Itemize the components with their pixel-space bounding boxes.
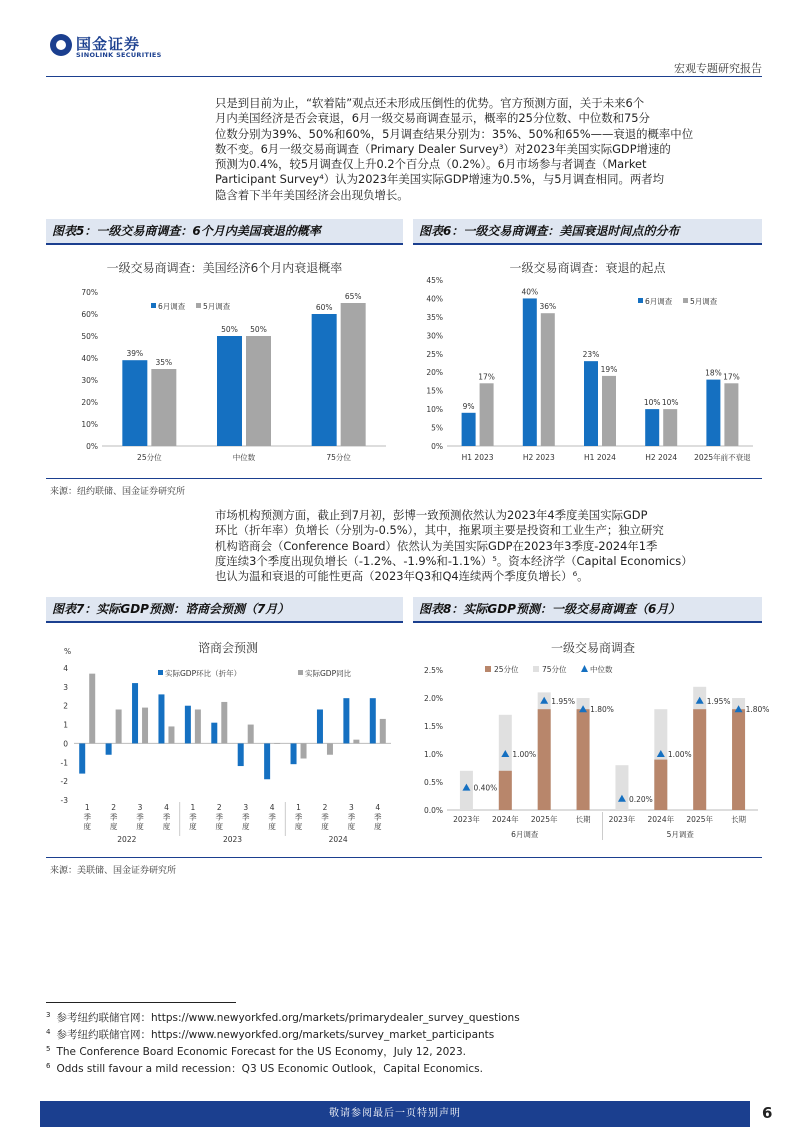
figure-7-title: 图表7：实际GDP预测：谘商会预测（7月） [46,597,403,621]
group-label: 2024 [328,835,348,844]
y-tick-label: 40% [81,354,98,363]
data-label: 1.80% [745,705,770,715]
x-tick-label: 75分位 [326,453,351,462]
bar [142,708,148,744]
x-tick-label: 2 季度 [109,803,118,831]
data-label: 0.20% [628,794,653,804]
group-label: 6月调查 [511,830,539,839]
y-tick-label: 1 [63,720,68,730]
y-tick-label: -3 [60,796,68,805]
y-tick-label: 2.5% [423,666,443,675]
bar [317,709,323,743]
bar [246,336,271,446]
x-tick-label: H2 2024 [645,453,678,462]
x-tick-label: 4 季度 [162,803,171,831]
bar [541,313,555,446]
bar [341,303,366,446]
bar [185,706,191,744]
footnote-text: The Conference Board Economic Forecast for the US Economy，July 12, 2023. [56,1046,467,1058]
legend-swatch [485,666,491,672]
x-tick-label: 中位数 [232,453,256,462]
group-label: 2023 [222,835,243,844]
data-label: 1.00% [512,750,537,759]
bar [291,743,297,764]
bar [724,383,738,446]
bar [221,702,227,743]
data-label: 10% [661,398,679,408]
bar-25th [499,771,512,810]
bar-75th [615,765,628,810]
header-divider [46,76,762,77]
x-tick-label: 长期 [731,815,747,824]
y-tick-label: 25% [426,349,443,359]
data-label: 36% [539,302,557,312]
data-label: 23% [582,350,600,360]
y-tick-label: 0% [431,442,443,451]
source-note-2: 来源：美联储、国金证券研究所 [50,866,177,876]
data-label: 19% [600,364,618,374]
bar [343,698,349,743]
bar [264,743,270,779]
paragraph-line: 预测为0.4%，较5月调查仅上升0.2个百分点（0.2%）。6月市场参与者调查（Market [215,157,647,172]
footnote-6 [46,1061,483,1076]
x-tick-label: 25分位 [137,453,162,462]
x-tick-label: 3 季度 [241,803,250,831]
y-tick-label: -1 [60,758,68,768]
x-tick-label: 1 季度 [189,803,197,831]
x-tick-label: H2 2023 [522,453,555,462]
paragraph-line: 市场机构预测方面，截止到7月初，彭博一致预测依然认为2023年4季度美国实际GDP [215,508,648,522]
bar [645,409,659,446]
logo-subtext: SINOLINK SECURITIES [76,51,162,59]
bar [523,298,537,446]
paragraph-line: Participant Survey⁴）认为2023年美国实际GDP增速为0.5%，与5月调查相同。两者均 [215,172,665,187]
x-tick-label: 2024年 [492,815,519,824]
y-tick-label: 20% [81,398,98,407]
bar [274,743,280,744]
bar [238,743,244,766]
figure-6-title: 图表6：一级交易商调查：美国衰退时间点的分布 [413,219,762,243]
x-tick-label: 2023年 [608,815,636,824]
bar [168,726,174,743]
bar [89,674,95,744]
bar [301,743,307,758]
legend-label: 25分位 [494,665,519,674]
bar [195,709,201,743]
x-tick-label: 3 季度 [347,803,356,831]
bar [312,314,337,446]
logo-text: 国金证券 [76,35,141,53]
x-tick-label: 2025年前不衰退 [694,453,751,462]
data-label: 17% [723,372,740,382]
bar [327,743,333,754]
bar [370,698,376,743]
y-tick-label: 30% [81,376,98,385]
data-label: 60% [315,303,333,312]
chart-fig7 [46,630,403,852]
group-label: 5月调查 [666,830,694,839]
legend-label: 5月调查 [690,297,718,306]
footnote-number: 5 [46,1044,51,1053]
bar [217,336,242,446]
paragraph-line: 只是到目前为止，“软着陆”观点还未形成压倒性的优势。官方预测方面，关于未来6个 [215,96,645,110]
x-tick-label: 4 季度 [268,803,276,831]
paragraph-2 [215,508,763,584]
data-label: 39% [126,349,144,359]
paragraph-line: 机构谘商会（Conference Board）依然认为美国实际GDP在2023年3季度-2024年1季 [215,538,658,553]
y-tick-label: 60% [81,310,98,319]
report-type: 宏观专题研究报告 [674,62,762,75]
footnote-text: 参考纽约联储官网：https://www.newyorkfed.org/markets/primarydealer_survey_questions [56,1012,520,1024]
y-tick-label: 0 [63,739,68,749]
chart-title: 一级交易商调查：衰退的起点 [509,261,666,275]
logo-icon [50,34,72,56]
bar [380,719,386,744]
paragraph-line: 数不变。6月一级交易商调查（Primary Dealer Survey³）对2023年美国实际GDP增速的 [215,141,671,156]
x-tick-label: 2024年 [647,815,675,824]
legend-label: 75分位 [542,665,567,674]
legend-label: 实际GDP环比（折年） [165,669,242,678]
chart-fig8 [413,630,770,852]
y-tick-label: 0.5% [423,778,443,787]
x-tick-label: 1 季度 [294,803,303,831]
y-tick-label: 1.5% [423,722,443,731]
legend-swatch [298,670,303,675]
x-tick-label: 2025年 [686,815,713,824]
figure-5-rule [46,243,403,245]
y-tick-label: 1.0% [423,750,443,759]
bar [106,743,112,754]
legend-swatch [196,303,201,308]
chart-fig5 [46,252,403,468]
legend-swatch [638,298,643,303]
footnote-3 [46,1010,520,1025]
group-label: 2022 [117,835,137,844]
bar [602,376,616,446]
figure-8-title: 图表8：实际GDP预测：一级交易商调查（6月） [413,597,762,621]
y-tick-label: 10% [426,405,443,415]
bar-25th [693,709,706,810]
data-label: 1.95% [551,696,576,706]
legend-swatch [581,665,588,672]
data-label: 40% [521,287,539,297]
figure-7-rule [46,621,403,623]
footnote-number: 6 [46,1061,51,1070]
data-label: 50% [221,325,238,334]
source-divider [46,857,762,858]
chart-title: 谘商会预测 [197,641,259,655]
bar [151,369,176,446]
paragraph-line: 位数分别为39%、50%和60%，5月调查结果分别为：35%、50%和65%——衰退的概率中位 [215,126,694,141]
chart-title: 一级交易商调查：美国经济6个月内衰退概率 [106,261,343,275]
y-tick-label: -2 [60,777,68,787]
figure-8-rule [413,621,762,623]
legend-swatch [151,303,156,308]
data-label: 9% [462,401,475,411]
x-tick-label: 2 季度 [215,803,224,831]
source-divider [46,478,762,479]
y-tick-label: 15% [426,386,443,396]
data-label: 10% [643,398,661,408]
bar [706,380,720,446]
data-label: 65% [344,292,362,301]
bar-25th [538,709,551,810]
bar [353,740,359,744]
data-label: 1.95% [706,696,731,706]
y-tick-label: 5% [431,423,443,433]
paragraph-line: 度连续3个季度出现负增长（-1.2%、-1.9%和-1.1%）⁵。资本经济学（Capital Economics） [215,553,693,568]
legend-label: 5月调查 [203,302,231,311]
x-tick-label: H1 2023 [461,453,494,462]
x-tick-label: 2 季度 [321,803,329,831]
y-axis-unit: % [64,647,72,656]
legend-label: 实际GDP同比 [305,669,352,678]
legend-label: 6月调查 [158,302,186,311]
data-label: 0.40% [473,783,498,793]
x-tick-label: 长期 [575,815,591,824]
x-tick-label: 1 季度 [83,803,91,831]
data-label: 35% [155,358,173,367]
y-tick-label: 35% [426,312,443,322]
data-label: 50% [250,325,267,334]
paragraph-1 [215,96,763,203]
bar-25th [732,709,745,810]
x-tick-label: 2023年 [453,815,480,824]
legend-swatch [158,670,163,675]
y-tick-label: 40% [426,294,443,304]
y-tick-label: 30% [426,331,443,341]
y-tick-label: 10% [81,420,98,429]
x-tick-label: H1 2024 [584,453,616,462]
y-tick-label: 0.0% [423,806,443,815]
footnote-divider [46,1002,236,1003]
footnote-text: Odds still favour a mild recession：Q3 US Economic Outlook，Capital Economics. [56,1063,483,1075]
paragraph-line: 隐含着下半年美国经济会出现负增长。 [215,187,409,202]
x-tick-label: 4 季度 [374,803,382,831]
bar [663,409,677,446]
paragraph-line: 也认为温和衰退的可能性更高（2023年Q3和Q4连续两个季度负增长）⁶。 [215,569,589,584]
paragraph-line: 环比（折年率）负增长（分别为-0.5%），其中，拖累项主要是投资和工业生产；独立研究 [215,523,664,538]
bar [116,709,122,743]
footnote-text: 参考纽约联储官网：https://www.newyorkfed.org/markets/survey_market_participants [56,1029,495,1041]
y-tick-label: 50% [81,332,98,341]
chart-fig6 [413,252,762,468]
figure-5-title: 图表5：一级交易商调查：6个月内美国衰退的概率 [46,219,403,243]
bar [211,723,217,744]
y-tick-label: 0% [86,442,98,451]
bar [158,694,164,743]
bar [248,725,254,744]
legend-label: 6月调查 [645,297,673,306]
paragraph-line: 月内美国经济是否会衰退，6月一级交易商调查显示，概率的25分位数、中位数和75分 [215,111,650,126]
bar [79,743,85,773]
data-label: 17% [478,372,495,382]
chart-title: 一级交易商调查 [550,641,636,655]
y-tick-label: 4 [63,664,68,673]
y-tick-label: 20% [426,368,443,378]
x-tick-label: 3 季度 [136,803,144,831]
y-tick-label: 3 [63,682,68,692]
y-tick-label: 45% [426,276,443,285]
legend-swatch [533,666,539,672]
data-label: 18% [705,368,722,378]
footnote-number: 4 [46,1027,51,1036]
data-label: 1.00% [667,750,692,759]
bar [480,383,494,446]
bar [584,361,598,446]
figure-6-rule [413,243,762,245]
bar [462,413,476,446]
footnote-4 [46,1027,494,1042]
bar-25th [654,760,667,810]
footnote-number: 3 [46,1010,51,1019]
y-tick-label: 2.0% [423,694,443,703]
data-label: 1.80% [590,705,614,715]
y-tick-label: 2 [63,701,68,711]
bar [122,360,147,446]
bar-25th [577,709,590,810]
legend-swatch [683,298,688,303]
source-note-1: 来源：纽约联储、国金证券研究所 [50,487,186,497]
bar [132,683,138,743]
legend-label: 中位数 [590,665,613,674]
footer-disclaimer: 敬请参阅最后一页特别声明 [40,1101,750,1127]
footnote-5 [46,1044,466,1059]
y-tick-label: 70% [81,288,98,297]
x-tick-label: 2025年 [530,815,558,824]
page-number: 6 [762,1104,773,1122]
